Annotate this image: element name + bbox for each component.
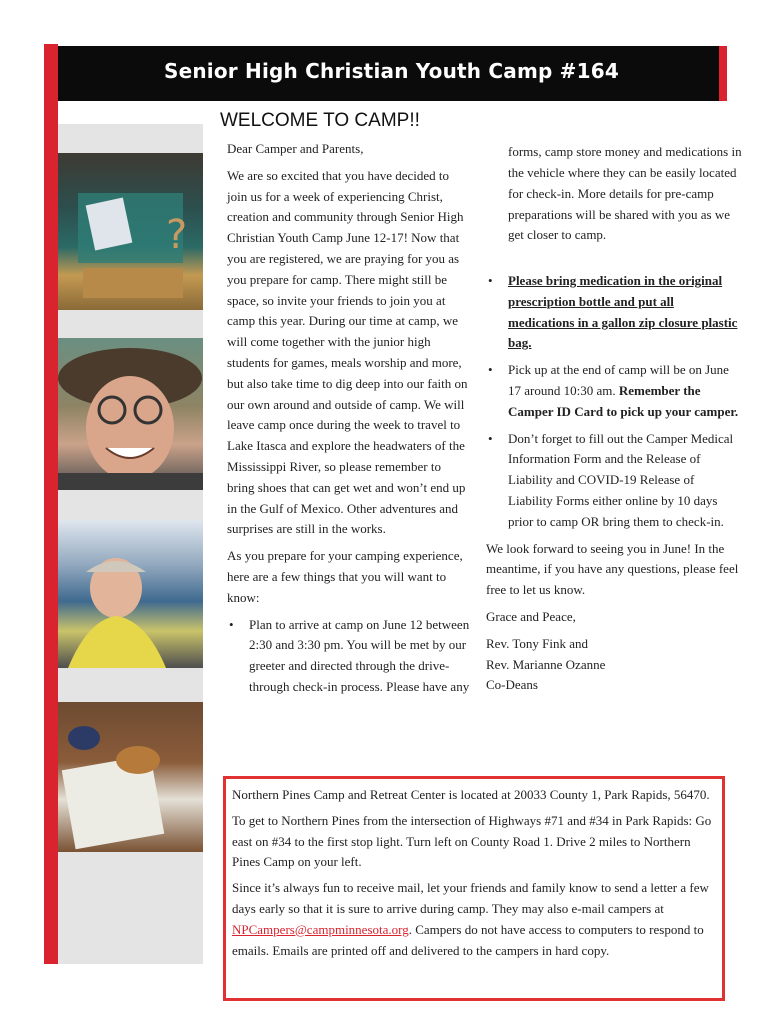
signature-line-1: Rev. Tony Fink and xyxy=(486,635,589,651)
bullet-pickup-text: Pick up at the end of camp will be on June 17 around 10:30 am. xyxy=(508,362,729,398)
camp-info-box xyxy=(223,776,725,1001)
checklist-part2 xyxy=(486,271,742,533)
info-mail-post: . Campers do not have access to computers to respond to emails. Emails are printed off and delivered to the campers in hard copy. xyxy=(232,921,704,958)
letter-salutation: Dear Camper and Parents, xyxy=(227,141,364,156)
page-header xyxy=(58,46,725,101)
bullet-medication: Please bring medication in the original prescription bottle and put all medications in a gallon zip closure plastic bag. xyxy=(508,273,738,351)
info-mail-pre: Since it’s always fun to receive mail, let your friends and family know to send a letter a few days early so that it is sure to arrive during camp. They may also e-mail campers at xyxy=(232,880,709,916)
svg-text:?: ? xyxy=(166,212,188,258)
photo-lake-kayak xyxy=(58,520,203,668)
photo-camp-leader xyxy=(58,338,203,490)
photo-meal-table xyxy=(58,702,203,852)
photo-table-craft xyxy=(58,153,203,310)
list-item xyxy=(486,429,742,533)
list-item xyxy=(486,271,742,354)
checklist-part1 xyxy=(227,615,470,698)
info-location: Northern Pines Camp and Retreat Center is located at 20033 County 1, Park Rapids, 56470. xyxy=(232,787,710,802)
header-accent xyxy=(719,46,727,101)
bullet-arrival: • Plan to arrive at camp on June 12 between 2:30 and 3:30 pm. You will be met by our greeter and directed through the drive-through check-in process. Please have any xyxy=(249,616,470,694)
bullet-forms: Don’t forget to fill out the Camper Medical Information Form and the Release of Liability and COVID-19 Release of Liability Forms either online by 10 days prior to camp OR bring them to check-in. xyxy=(508,430,734,529)
bullet-pickup-bold: Remember the Camper ID Card to pick up your camper. xyxy=(508,382,739,419)
camper-email-link[interactable]: NPCampers@campminnesota.org xyxy=(232,921,409,937)
welcome-heading: WELCOME TO CAMP!! xyxy=(220,110,420,131)
letter-column-right xyxy=(486,142,742,696)
info-mail xyxy=(232,878,714,961)
info-directions: To get to Northern Pines from the intersection of Highways #71 and #34 in Park Rapids: Go east on #34 to the first stop light. Turn left on County Road 1. Drive 2 miles to Northern Pines Camp on your left. xyxy=(232,812,712,870)
bullet-arrival-continued xyxy=(486,142,742,267)
list-item xyxy=(486,360,742,422)
letter-column-left xyxy=(227,139,470,698)
page-title: Senior High Christian Youth Camp #164 xyxy=(164,59,619,83)
list-item xyxy=(227,615,470,698)
letter-prepare: As you prepare for your camping experience, here are a few things that you will want to know: xyxy=(227,548,463,605)
bullet-arrival-cont-text: forms, camp store money and medications in the vehicle where they can be easily located for check-in. More details for pre-camp preparations will be shared with you as we get closer to camp. xyxy=(508,144,742,243)
signature-line-2: Rev. Marianne Ozanne xyxy=(486,656,606,672)
letter-intro: We are so excited that you have decided to join us for a week of experiencing Christ, creation and community through Senior High Christian Youth Camp June 12-17! Now that you are registered, we are praying for you as you prepare for camp. There might still be space, so invite your friends to join you at camp this year. During our time at camp, we will come together with the junior high students for games, meals worship and more, but also take time to dig deep into our faith on our own around and outside of camp. We will leave camp once during the week to travel to Lake Itasca and explore the headwaters of the Mississippi River, so please remember to bring shoes that can get wet and won’t end up in the Gulf of Mexico. Other adventures and surprises are still in the works. xyxy=(227,167,468,537)
letter-signoff: Grace and Peace, xyxy=(486,608,576,624)
letter-closing: We look forward to seeing you in June! In the meantime, if you have any questions, please feel free to let us know. xyxy=(486,540,739,598)
left-accent-bar xyxy=(44,44,58,964)
signature-line-3: Co-Deans xyxy=(486,677,538,693)
